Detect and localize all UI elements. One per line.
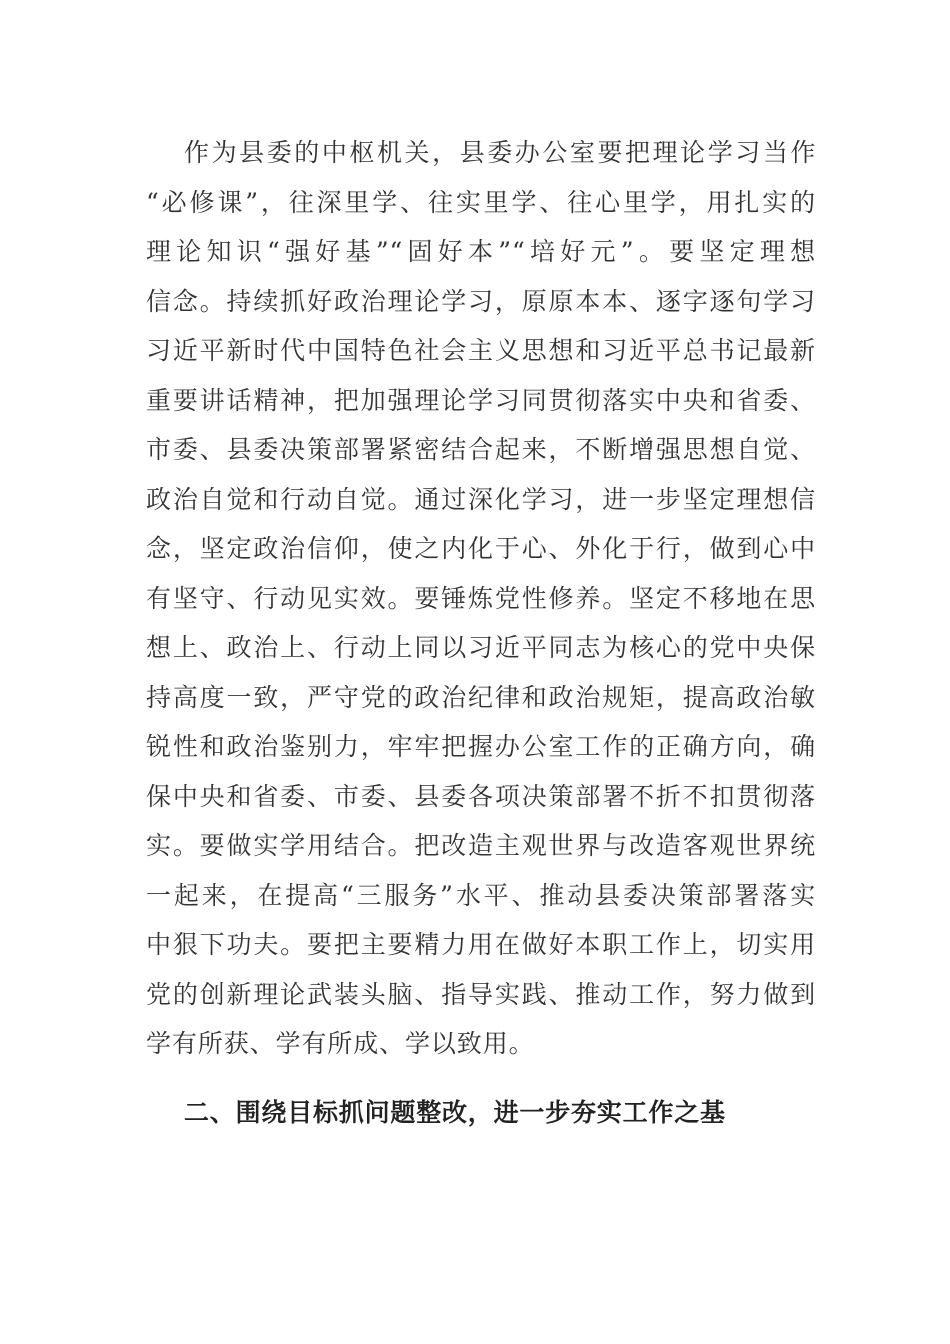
paragraph-line: 信念。持续抓好政治理论学习，原原本本、逐字逐句学习	[146, 286, 816, 316]
paragraph-line: 锐性和政治鉴别力，牢牢把握办公室工作的正确方向，确	[146, 732, 816, 761]
paragraph-line: 党的创新理论武装头脑、指导实践、推动工作，努力做到	[146, 979, 816, 1009]
paragraph-line: 实。要做实学用结合。把改造主观世界与改造客观世界统	[146, 831, 816, 860]
paragraph-line: 保中央和省委、市委、县委各项决策部署不折不扣贯彻落	[146, 781, 816, 811]
paragraph-line: 学有所获、学有所成、学以致用。	[146, 1029, 535, 1058]
section-heading: 二、围绕目标抓问题整改，进一步夯实工作之基	[184, 1098, 726, 1127]
paragraph-line: 市委、县委决策部署紧密结合起来，不断增强思想自觉、	[146, 435, 816, 464]
paragraph-line: 作为县委的中枢机关，县委办公室要把理论学习当作	[184, 138, 816, 167]
paragraph-line: 政治自觉和行动自觉。通过深化学习，进一步坚定理想信	[146, 484, 816, 514]
paragraph-line: 持高度一致，严守党的政治纪律和政治规矩，提高政治敏	[146, 682, 816, 712]
paragraph-line: 有坚守、行动见实效。要锤炼党性修养。坚定不移地在思	[146, 583, 816, 613]
body-paragraph	[146, 128, 816, 1069]
paragraph-line: 习近平新时代中国特色社会主义思想和习近平总书记最新	[146, 336, 816, 365]
paragraph-line: 理论知识“强好基”“固好本”“培好元”。要坚定理想	[146, 237, 816, 266]
paragraph-line: 重要讲话精神，把加强理论学习同贯彻落实中央和省委、	[146, 385, 816, 415]
paragraph-line: 念，坚定政治信仰，使之内化于心、外化于行，做到心中	[146, 534, 816, 563]
paragraph-line: 中狠下功夫。要把主要精力用在做好本职工作上，切实用	[146, 930, 816, 959]
paragraph-line: 一起来，在提高“三服务”水平、推动县委决策部署落实	[146, 880, 816, 910]
paragraph-line: 想上、政治上、行动上同以习近平同志为核心的党中央保	[146, 633, 816, 662]
paragraph-line: “必修课”，往深里学、往实里学、往心里学，用扎实的	[146, 187, 816, 217]
